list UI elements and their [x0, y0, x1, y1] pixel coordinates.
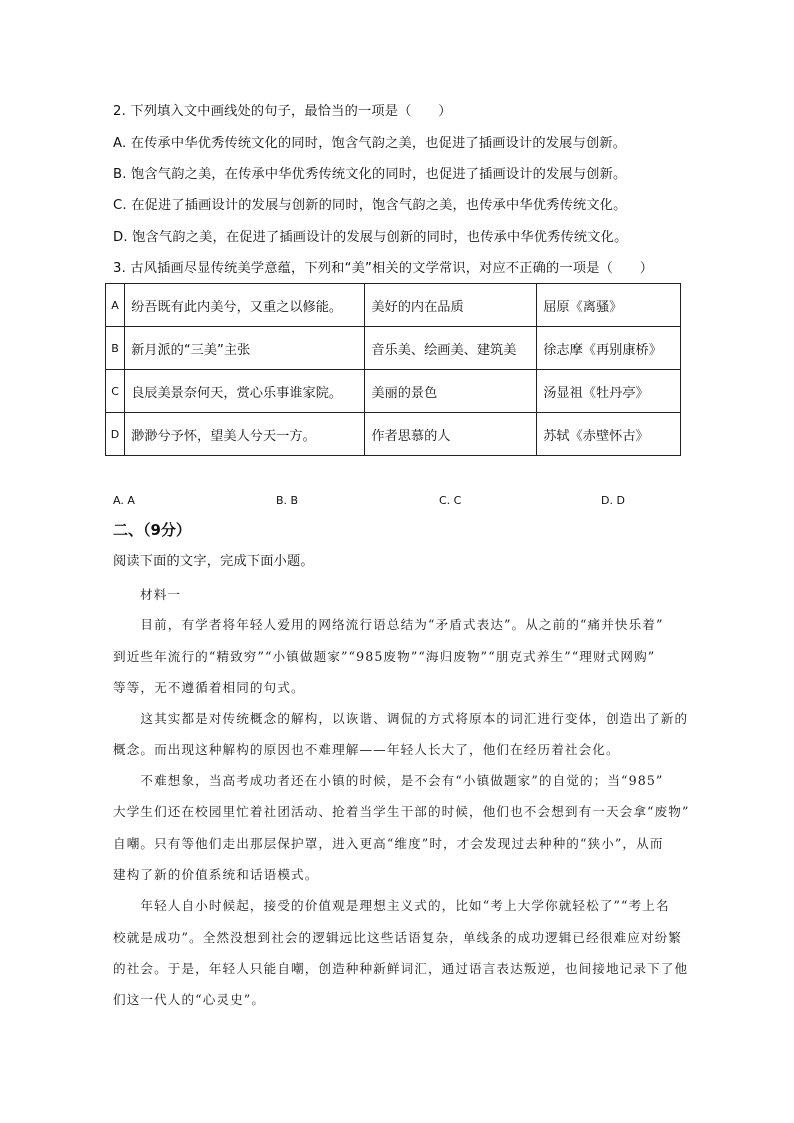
- passage-line: 们这一代人的“心灵史”。: [113, 992, 266, 1007]
- row-label: A: [106, 284, 125, 327]
- passage-line: 等等，无不遵循着相同的句式。: [113, 680, 305, 695]
- passage-line: 目前，有学者将年轻人爱用的网络流行语总结为“矛盾式表达”。从之前的“痛并快乐着”: [113, 617, 664, 632]
- source-cell: 苏轼《赤壁怀古》: [537, 413, 681, 456]
- meaning-cell: 音乐美、绘画美、建筑美: [365, 327, 537, 370]
- meaning-cell: 作者思慕的人: [365, 413, 537, 456]
- source-cell: 屈原《离骚》: [537, 284, 681, 327]
- row-label: D: [106, 413, 125, 456]
- passage-line: 这其实都是对传统概念的解构，以诙谐、调侃的方式将原本的词汇进行变体，创造出了新的: [113, 711, 689, 726]
- question-2-option-c: C. 在促进了插画设计的发展与创新的同时，饱含气韵之美，也传承中华优秀传统文化。: [113, 198, 627, 213]
- source-cell: 徐志摩《再别康桥》: [537, 327, 681, 370]
- section-2-instruction: 阅读下面的文字，完成下面小题。: [113, 554, 314, 569]
- question-2-option-a: A. 在传承中华优秀传统文化的同时，饱含气韵之美，也促进了插画设计的发展与创新。: [113, 136, 627, 151]
- quote-cell: 新月派的“三美”主张: [125, 327, 365, 370]
- table-row: [106, 284, 681, 327]
- passage-line: 不难想象，当高考成功者还在小镇的时候，是不会有“小镇做题家”的自觉的；当“985”: [113, 773, 664, 788]
- question-3-option-c: C. C: [439, 494, 462, 507]
- question-2-stem: 2. 下列填入文中画线处的句子，最恰当的一项是（ ）: [113, 104, 452, 119]
- passage-line: 建构了新的价值系统和话语模式。: [113, 867, 319, 882]
- quote-cell: 良辰美景奈何天，赏心乐事谁家院。: [125, 370, 365, 413]
- passage-line: 大学生们还在校园里忙着社团活动、抢着当学生干部的时候，他们也不会想到有一天会拿“废物”: [113, 804, 690, 819]
- passage-line: 自嘲。只有等他们走出那层保护罩，进入更高“维度”时，才会发现过去种种的“狭小”，从而: [113, 836, 664, 851]
- passage-line: 的社会。于是，年轻人只能自嘲，创造种种新鲜词汇，通过语言表达叛逆，也间接地记录下了他: [113, 961, 689, 976]
- source-cell: 汤显祖《牡丹亭》: [537, 370, 681, 413]
- passage-line: 年轻人自小时候起，接受的价值观是理想主义式的，比如“考上大学你就轻松了”“考上名: [113, 898, 670, 913]
- question-3-option-d: D. D: [601, 494, 625, 507]
- meaning-cell: 美丽的景色: [365, 370, 537, 413]
- literature-table: [105, 283, 681, 456]
- passage-line: 概念。而出现这种解构的原因也不难理解——年轻人长大了，他们在经历着社会化。: [113, 742, 620, 757]
- row-label: C: [106, 370, 125, 413]
- meaning-cell: 美好的内在品质: [365, 284, 537, 327]
- section-2-title: 二、（9分）: [113, 521, 191, 539]
- passage-line: 到近些年流行的“精致穷”“小镇做题家”“985废物”“海归废物”“朋克式养生”“理财式网购”: [113, 649, 656, 664]
- row-label: B: [106, 327, 125, 370]
- question-2-option-b: B. 饱含气韵之美，在传承中华优秀传统文化的同时，也促进了插画设计的发展与创新。: [113, 167, 627, 182]
- quote-cell: 纷吾既有此内美兮，又重之以修能。: [125, 284, 365, 327]
- question-3-option-b: B. B: [276, 494, 299, 507]
- question-3-stem: 3. 古风插画尽显传统美学意蕴，下列和“美”相关的文学常识，对应不正确的一项是（ ）: [113, 261, 654, 276]
- table-row: [106, 327, 681, 370]
- quote-cell: 渺渺兮予怀，望美人兮天一方。: [125, 413, 365, 456]
- question-2-option-d: D. 饱含气韵之美，在促进了插画设计的发展与创新的同时，也传承中华优秀传统文化。: [113, 230, 628, 245]
- passage-line: 校就是成功”。全然没想到社会的逻辑远比这些话语复杂，单线条的成功逻辑已经很难应对纷繁: [113, 930, 682, 945]
- table-row: [106, 413, 681, 456]
- material-label: 材料一: [140, 587, 182, 602]
- table-row: [106, 370, 681, 413]
- question-3-option-a: A. A: [113, 494, 135, 507]
